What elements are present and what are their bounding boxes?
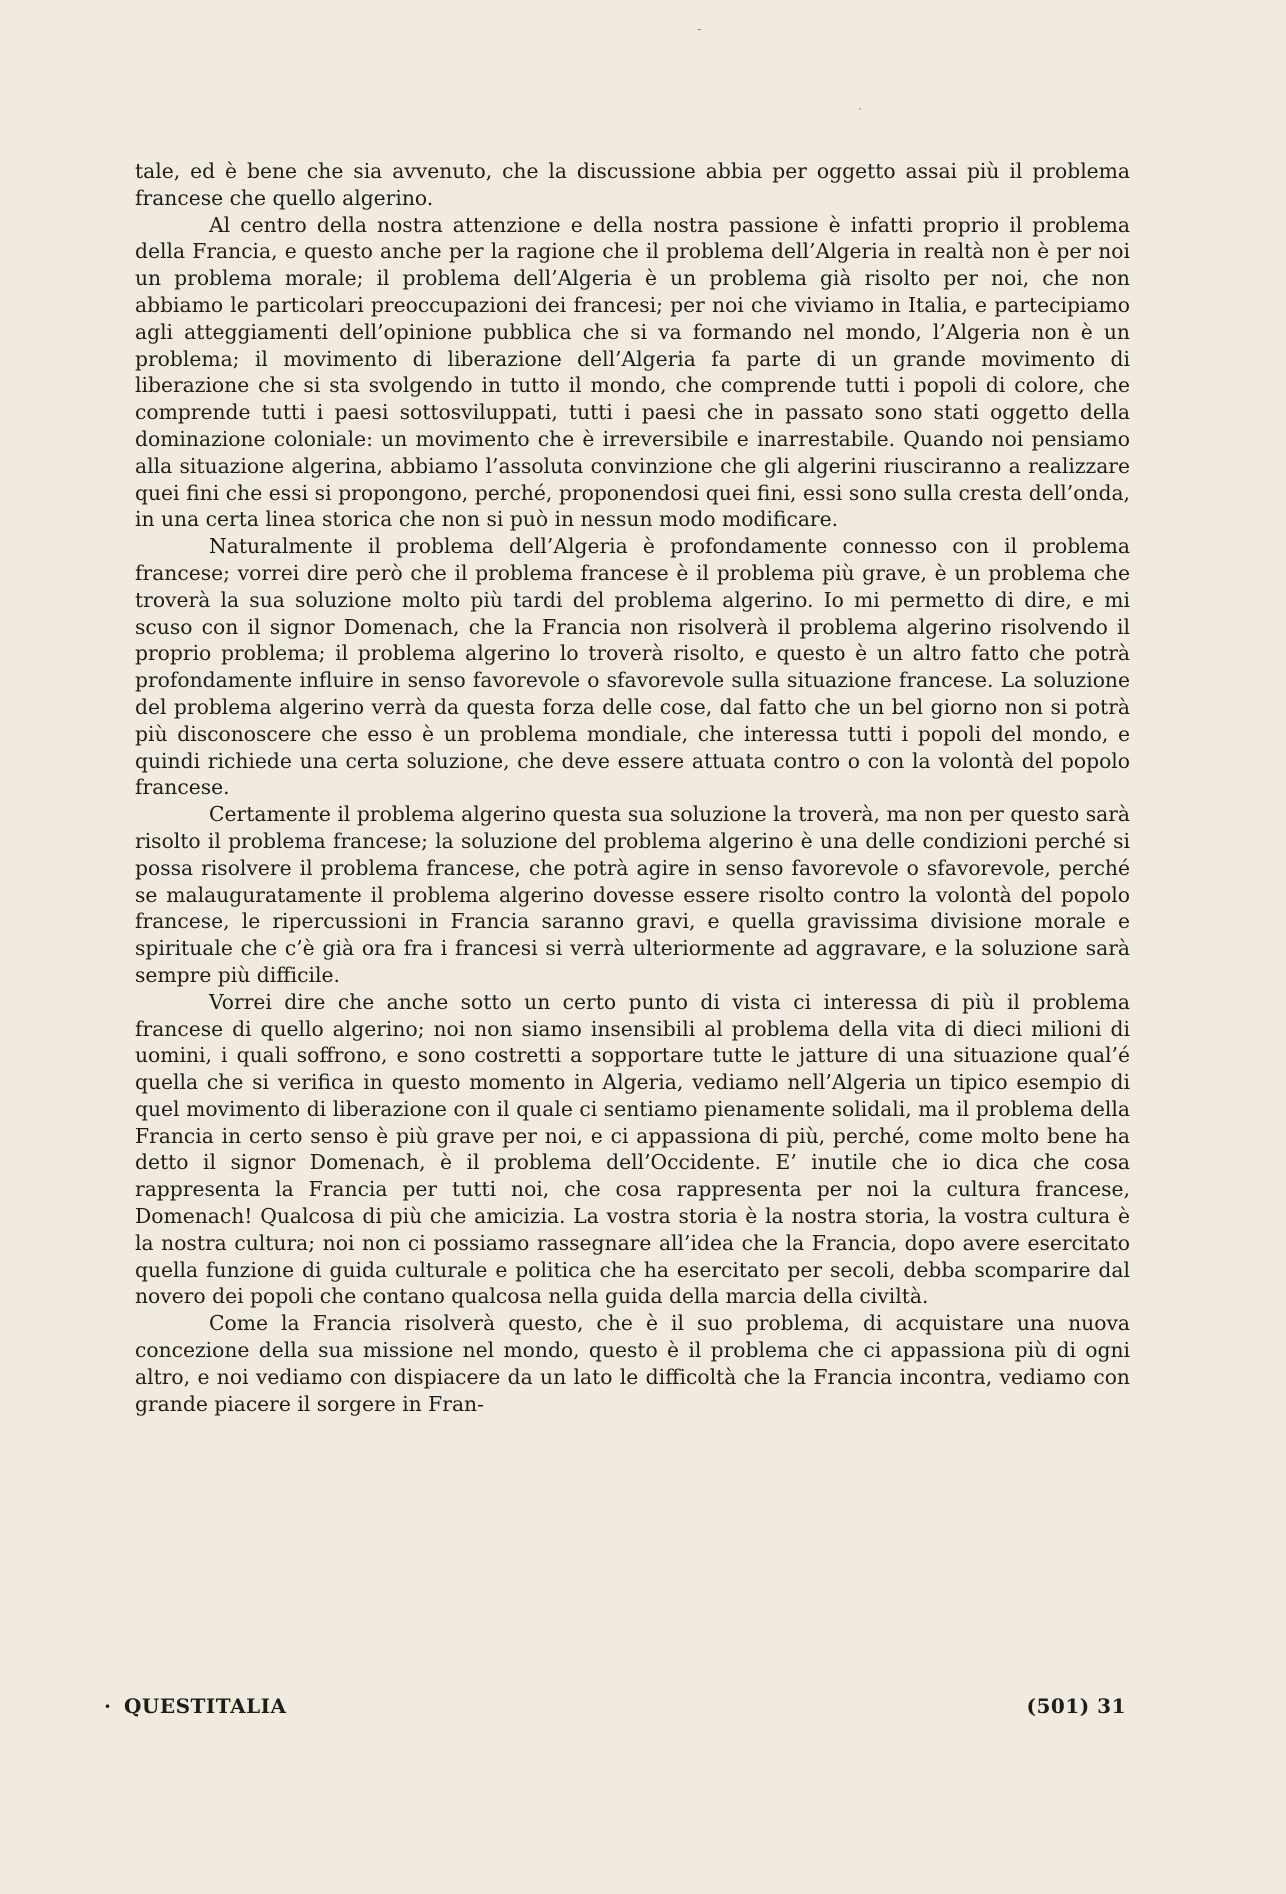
article-body	[135, 158, 1130, 1417]
page-footer	[0, 1694, 1286, 1726]
paragraph: Vorrei dire che anche sotto un certo punto di vista ci interessa di più il problema francese di quello algerino; noi non siamo insensibili al problema della vita di dieci milioni di uomini, i quali soffrono, e sono costretti a sopportare tutte le jatture di una situazione qual’é quella che si verifica in questo momento in Algeria, vediamo nell’Algeria un tipico esempio di quel movimento di liberazione con il quale ci sentiamo pienamente solidali, ma il problema della Francia in certo senso è più grave per noi, e ci appassiona di più, perché, come molto bene ha detto il signor Domenach, è il problema dell’Occidente. E’ inutile che io dica che cosa rappresenta la Francia per tutti noi, che cosa rappresenta per noi la cultura francese, Domenach! Qualcosa di più che amicizia. La vostra storia è la nostra storia, la vostra cultura è la nostra cultura; noi non ci possiamo rassegnare all’idea che la Francia, dopo avere esercitato quella funzione di guida culturale e politica che ha esercitato per secoli, debba scomparire dal novero dei popoli che contano qualcosa nella guida della marcia della civiltà.	[135, 989, 1130, 1309]
paragraph: tale, ed è bene che sia avvenuto, che la discussione abbia per oggetto assai più il problema francese che quello algerino.	[135, 159, 1130, 210]
journal-name: QUESTITALIA	[124, 1694, 287, 1718]
page-number: (501) 31	[1026, 1694, 1126, 1718]
scan-speck: -	[697, 22, 702, 36]
scan-speck: ·	[858, 102, 862, 116]
footer-bullet: ·	[104, 1694, 111, 1718]
paragraph: Al centro della nostra attenzione e della nostra passione è infatti proprio il problema della Francia, e questo anche per la ragione che il problema dell’Algeria in realtà non è per noi un problema morale; il problema dell’Algeria è un problema già risolto per noi, che non abbiamo le particolari preoccupazioni dei francesi; per noi che viviamo in Italia, e partecipiamo agli atteggiamenti dell’opinione pubblica che si va formando nel mondo, l’Algeria non è un problema; il movimento di liberazione dell’Algeria fa parte di un grande movimento di liberazione che si sta svolgendo in tutto il mondo, che comprende tutti i popoli di colore, che comprende tutti i paesi sottosviluppati, tutti i paesi che in passato sono stati oggetto della dominazione coloniale: un movimento che è irreversibile e inarrestabile. Quando noi pensiamo alla situazione algerina, abbiamo l’assoluta convinzione che gli algerini riusciranno a realizzare quei fini che essi si propongono, perché, proponendosi quei fini, essi sono sulla cresta dell’onda, in una certa linea storica che non si può in nessun modo modificare.	[135, 212, 1130, 532]
paragraph: Come la Francia risolverà questo, che è il suo problema, di acquistare una nuova concezione della sua missione nel mondo, questo è il problema che ci appassiona più di ogni altro, e noi vediamo con dispiacere da un lato le difficoltà che la Francia incontra, vediamo con grande piacere il sorgere in Fran-	[135, 1311, 1130, 1416]
paragraph: Certamente il problema algerino questa sua soluzione la troverà, ma non per questo sarà risolto il problema francese; la soluzione del problema algerino è una delle condizioni perché si possa risolvere il problema francese, che potrà agire in senso favorevole o sfavorevole, perché se malauguratamente il problema algerino dovesse essere risolto contro la volontà del popolo francese, le ripercussioni in Francia saranno gravi, e quella gravissima divisione morale e spirituale che c’è già ora fra i francesi si verrà ulteriormente ad aggravare, e la soluzione sarà sempre più difficile.	[135, 802, 1130, 987]
paragraph: Naturalmente il problema dell’Algeria è profondamente connesso con il problema francese; vorrei dire però che il problema francese è il problema più grave, è un problema che troverà la sua soluzione molto più tardi del problema algerino. Io mi permetto di dire, e mi scuso con il signor Domenach, che la Francia non risolverà il problema algerino risolvendo il proprio problema; il problema algerino lo troverà risolto, e questo è un altro fatto che potrà profondamente influire in senso favorevole o sfavorevole sulla situazione francese. La soluzione del problema algerino verrà da questa forza delle cose, dal fatto che un bel giorno non si potrà più disconoscere che esso è un problema mondiale, che interessa tutti i popoli del mondo, e quindi richiede una certa soluzione, che deve essere attuata contro o con la volontà del popolo francese.	[135, 534, 1130, 800]
